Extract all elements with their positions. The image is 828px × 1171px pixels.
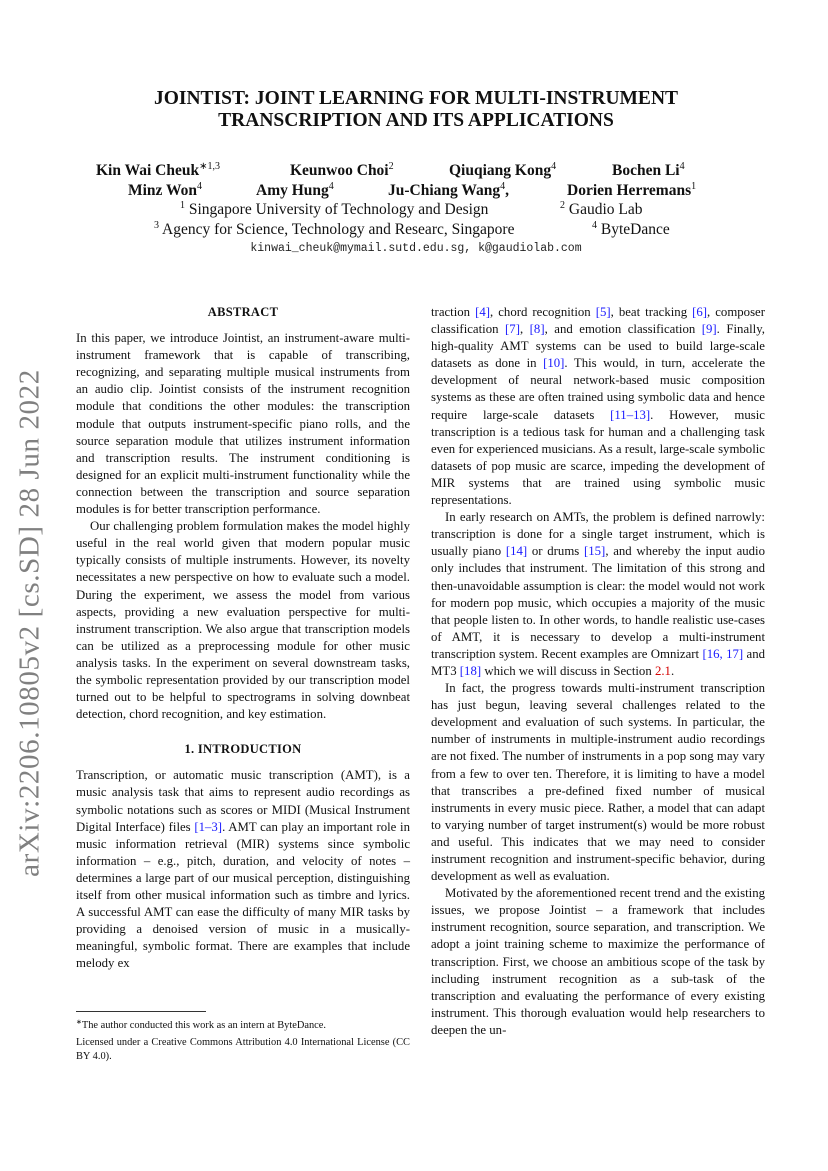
body-paragraph: Motivated by the aforementioned recent trend and the existing issues, we propose Jointist – a framework that includes instrument recognition, source separation, and transcription. We adopt a joint training scheme to maximize the performance of transcription. First, we choose an ambitious scope of the task by including instrument recognition as a sub-task of the transcription and evaluating the performance of every existing instrument. This thorough evaluation would help researchers to deepen the un-	[431, 886, 765, 1037]
citation-link[interactable]: [10]	[543, 356, 565, 371]
paper-title	[90, 88, 742, 132]
author: Qiuqiang Kong$^4$	[449, 161, 557, 179]
affiliation: $^4$ ByteDance	[592, 220, 670, 238]
title-line-2: TRANSCRIPTION AND ITS APPLICATIONS	[218, 110, 614, 131]
body-paragraph: In early research on AMTs, the problem is defined narrowly: transcription is done for a single target instrument, which is usually piano [14] or drums [15], and whereby the input audio only includes that instrument. The limitation of this strong and then-unavoidable assumption is clear: the model would not work for modern pop music, which occupies a majority of the music that people listen to. In other words, to handle realistic use-cases of AMT, it is necessary to develop a multi-instrument transcription system. Recent examples are Omnizart [16, 17] and MT3 [18] which we will discuss in Section 2.1.	[431, 510, 766, 678]
citation-link[interactable]: [16, 17]	[702, 646, 744, 661]
affiliation: $^1$ Singapore University of Technology and Design	[180, 200, 489, 218]
affiliation: $^2$ Gaudio Lab	[560, 200, 643, 218]
citation-link[interactable]: [8]	[529, 322, 545, 337]
citation-link[interactable]: [11–13]	[610, 407, 651, 422]
footnote: ∗The author conducted this work as an intern at ByteDance.	[76, 1018, 326, 1031]
citation-link[interactable]: [18]	[459, 663, 482, 678]
left-column	[76, 304, 410, 972]
author-row-2	[88, 181, 744, 201]
author: Bochen Li$^4$	[612, 161, 685, 179]
citation-link[interactable]: [1–3]	[194, 819, 223, 834]
author: Kin Wai Cheuk$^{∗1,3}$	[96, 161, 220, 179]
arxiv-stamp	[8, 368, 52, 878]
author: Dorien Herremans$^1$	[567, 181, 697, 199]
intro-paragraph: Transcription, or automatic music transcription (AMT), is a music analysis task that aims to represent audio recordings as symbolic notations such as scores or MIDI (Musical Instrument Digital Interface) files [1–3]. AMT can play an important role in music information retrieval (MIR) systems since symbolic information – e.g., pitch, duration, and velocity of notes – determines a large part of our musical perception, distinguishing itself from other musical information such as timbre and lyrics. A successful AMT can ease the difficulty of many MIR tasks by providing a denoised version of music in a musically-meaningful, symbolic format. There are examples that include melody ex	[76, 768, 410, 971]
abstract-paragraph: In this paper, we introduce Jointist, an instrument-aware multi-instrument framework that is capable of transcribing, recognizing, and separating multiple musical instruments from an audio clip. Jointist consists of the instrument recognition module that conditions the other modules: the transcription module that outputs instrument-specific piano rolls, and the source separation module that utilizes instrument information and transcription results. The instrument conditioning is designed for an explicit multi-instrument functionality while the connection between the transcription and source separation modules is for better transcription performance.	[76, 331, 410, 517]
abstract-paragraph: Our challenging problem formulation makes the model highly useful in the real world given that modern popular music typically consists of multiple instruments. However, its novelty necessitates a new perspective on how to evaluate such a model. During the experiment, we assess the model from various aspects, providing a new evaluation perspective for multi-instrument transcription. We also argue that transcription models can be utilized as a preprocessing module for other music analysis tasks. In the experiment on several downstream tasks, the symbolic representation provided by our transcription model turned out to be helpful to spectrograms in solving downbeat detection, chord recognition, and key estimation.	[76, 519, 410, 722]
section-link[interactable]: 2.1	[654, 663, 671, 678]
affiliation: $^3$ Agency for Science, Technology and Researc, Singapore	[154, 220, 515, 238]
body-paragraph: traction [4], chord recognition [5], beat tracking [6], composer classification [7], [8], and emotion classification [9]. Finally, high-quality AMT systems can be used to build large-scale datasets as done in [10]. This would, in turn, accelerate the development of neural network-based music composition systems as these are often trained using symbolic data and hence require large-scale datasets [11–13]. However, music transcription is a tedious task for human and a challenging task even for experienced musicians. As a result, large-scale symbolic datasets of pop music are scarce, impeding the development of MIR systems that are trained using symbolic music representations.	[431, 305, 766, 508]
citation-link[interactable]: [7]	[505, 322, 520, 337]
author: Keunwoo Choi$^2$	[290, 161, 394, 179]
citation-link[interactable]: [5]	[595, 305, 611, 319]
citation-link[interactable]: [15]	[583, 544, 606, 559]
author-row-1	[88, 161, 744, 181]
citation-link[interactable]: [6]	[692, 305, 708, 319]
arxiv-stamp-text: arXiv:2206.10805v2 [cs.SD] 28 Jun 2022	[13, 369, 46, 877]
title-line-1: JOINTIST: JOINT LEARNING FOR MULTI-INSTRUMENT	[153, 88, 679, 109]
author-emails: kinwai_cheuk@mymail.sutd.edu.sg, k@gaudiolab.com	[250, 242, 582, 255]
author: Ju-Chiang Wang$^4$,	[388, 181, 510, 199]
author-list	[88, 161, 744, 201]
introduction-heading: 1. INTRODUCTION	[184, 742, 302, 757]
citation-link[interactable]: [9]	[701, 322, 717, 337]
right-column	[431, 304, 765, 1039]
author: Minz Won$^4$	[128, 181, 203, 199]
author: Amy Hung$^4$	[256, 181, 334, 199]
license-note: Licensed under a Creative Commons Attribution 4.0 International License (CC BY 4.0).	[76, 1037, 410, 1062]
abstract-heading: ABSTRACT	[207, 305, 279, 319]
footnote-divider	[76, 1011, 206, 1012]
citation-link[interactable]: [4]	[475, 305, 491, 319]
body-paragraph: In fact, the progress towards multi-instrument transcription has just begun, leaving several challenges related to the development and evaluation of such systems. In particular, the number of instruments in multiple-instrument audio recordings are not fixed. The number of instruments in a pop song may vary from a few to over ten. Therefore, it is limiting to have a model that transcribes a pre-defined fixed number of musical instruments in every music piece. Rather, a model that can adapt to varying number of target instrument(s) would be more robust and useful. This indicates that we may need to consider instrument recognition and instrument-specific behavior, during development as well as evaluation.	[431, 681, 765, 884]
citation-link[interactable]: [14]	[505, 544, 528, 559]
